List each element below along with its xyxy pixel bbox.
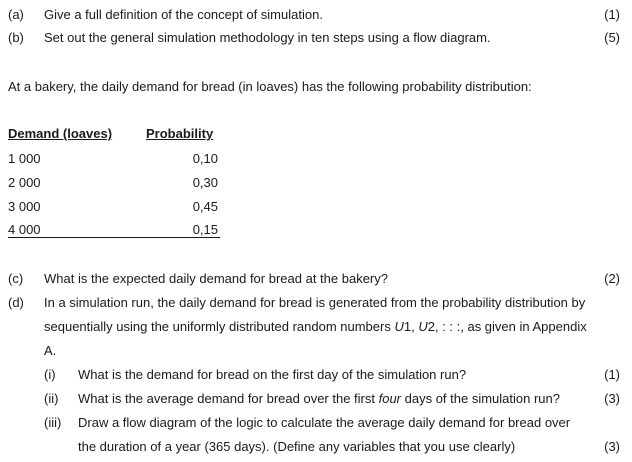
part-d-label: (d)	[8, 295, 24, 310]
part-d-line1: In a simulation run, the daily demand for bread is generated from the probability distribution by	[44, 295, 586, 310]
table-header-probability: Probability	[146, 126, 214, 141]
intro-text: At a bakery, the daily demand for bread (in loaves) has the following probability distribution:	[8, 79, 532, 94]
random-number-u1: U	[394, 319, 404, 334]
table-cell-probability: 0,30	[192, 175, 218, 190]
sub-ii-text: What is the average demand for bread over the first four days of the simulation run?	[78, 391, 560, 406]
table-bottom-rule	[8, 237, 220, 238]
table-cell-probability: 0,10	[192, 151, 218, 166]
part-b-text: Set out the general simulation methodology in ten steps using a flow diagram.	[44, 30, 491, 45]
table-cell-probability: 0,45	[192, 199, 218, 214]
part-d-line2-pre: sequentially using the uniformly distributed random numbers	[44, 319, 395, 334]
sub-iii-label: (iii)	[44, 415, 62, 430]
sub-iii-text: Draw a flow diagram of the logic to calculate the average daily demand for bread over	[78, 415, 571, 430]
table-cell-demand: 4 000	[8, 222, 41, 237]
part-b-marks: (5)	[604, 30, 620, 45]
random-number-u1-sub: 1	[403, 319, 412, 334]
part-c-label: (c)	[8, 271, 24, 286]
sub-i-text: What is the demand for bread on the first day of the simulation run?	[78, 367, 467, 382]
part-a-marks: (1)	[604, 7, 620, 22]
part-c-text: What is the expected daily demand for bread at the bakery?	[44, 271, 388, 286]
sub-i-marks: (1)	[604, 367, 620, 382]
table-cell-probability: 0,15	[192, 222, 218, 237]
part-b-label: (b)	[8, 30, 24, 45]
table-header-demand: Demand (loaves)	[8, 126, 113, 141]
part-d-line3: A.	[44, 343, 57, 358]
table-cell-demand: 1 000	[8, 151, 41, 166]
sub-iii-marks: (3)	[604, 439, 620, 454]
sub-ii-marks: (3)	[604, 391, 620, 406]
table-cell-demand: 3 000	[8, 199, 41, 214]
sub-iii-text-2: the duration of a year (365 days). (Define any variables that you use clearly)	[78, 439, 516, 454]
part-a-label: (a)	[8, 7, 24, 22]
separator: ,	[411, 319, 419, 334]
emphasis-four: four	[378, 391, 402, 406]
part-d-line2	[44, 319, 587, 335]
random-number-u2: U	[418, 319, 428, 334]
table-cell-demand: 2 000	[8, 175, 41, 190]
part-d-line2-post: , : : :, as given in Appendix	[434, 319, 587, 334]
random-number-u2-sub: 2	[427, 319, 435, 334]
part-a-text: Give a full definition of the concept of simulation.	[44, 7, 323, 22]
part-c-marks: (2)	[604, 271, 620, 286]
sub-i-label: (i)	[44, 367, 56, 382]
sub-ii-label: (ii)	[44, 391, 59, 406]
